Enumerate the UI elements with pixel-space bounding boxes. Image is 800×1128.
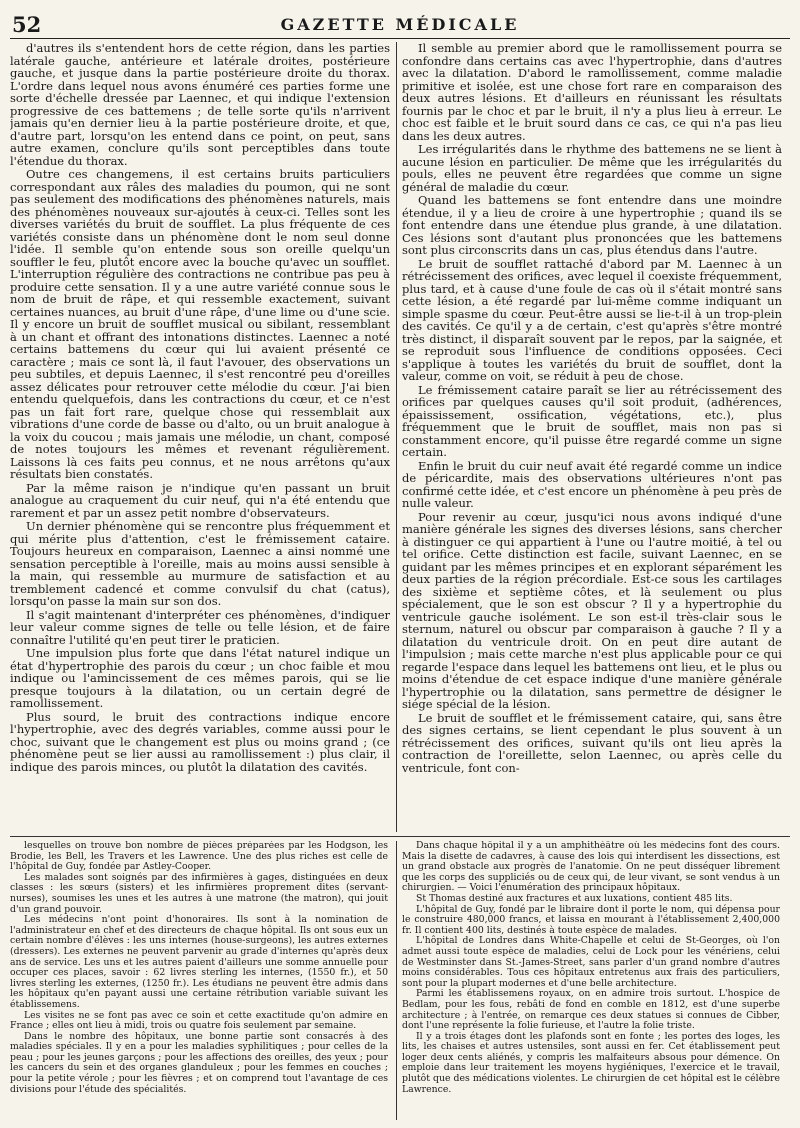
paragraph: Le bruit de soufflet rattaché d'abord par M. Laennec à un rétrécissement des orifices, avec lequel il coexiste fréquemment, plus tard, et à cause d'une foule de cas où il s'était montré sans cette lésion, a été regardé par lui-même comme indiquant un simple spasme du cœur. Peut-être aussi se lie-t-il à un trop-plein des cavités. Ce qu'il y a de certain, c'est qu'après s'être montré très distinct, il disparaît souvent par le repos, par la saignée, et se reproduit sous l'influence de conditions opposées. Ceci s'applique à toutes les variétés du bruit de soufflet, dont la valeur, comme on voit, se réduit à peu de chose. [402, 256, 782, 383]
page-number: 52 [12, 12, 42, 37]
main-text [10, 42, 790, 832]
paragraph: Outre ces changemens, il est certains bruits particuliers correspondant aux râles des maladies du poumon, qui ne sont pas seulement des modifications des phénomènes naturels, mais des phénomènes nouveaux sur-ajoutés à ceux-ci. Telles sont les diverses variétés du bruit de soufflet. La plus fréquente de ces variétés consiste dans un phénomène dont le nom seul donne l'idée. Il semble qu'on entende sous son oreille quelqu'un souffler le feu, plutôt encore avec la bouche qu'avec un soufflet. L'interruption régulière des contractions ne contribue pas peu à produire cette sensation. Il y a une autre variété connue sous le nom de bruit de râpe, et qui ressemble exactement, suivant certaines nuances, au bruit d'une râpe, d'une lime ou d'une scie. Il y encore un bruit de soufflet musical ou sibilant, ressemblant à un chant et offrant des intonations distinctes. Laennec a noté certains battemens du cœur qui lui avaient présenté ce caractère ; mais ce sont là, il faut l'avouer, des observations un peu subtiles, et depuis Laennec, il s'est rencontré peu d'oreilles assez délicates pour retrouver cette mélodie du cœur. J'ai bien entendu quelquefois, dans les contractions du cœur, et ce n'est pas un fait fort rare, quelque chose qui ressemblait aux vibrations d'une corde de basse ou d'alto, ou un bruit analogue à la voix du coucou ; mais jamais une mélodie, un chant, composé de notes toujours les mêmes et revenant régulièrement. Laissons là ces faits peu connus, et ne nous arrêtons qu'aux résultats bien constatés. [10, 167, 390, 481]
page-header [10, 8, 790, 39]
footnotes-divider [396, 841, 397, 1120]
page-title: GAZETTE MÉDICALE [280, 15, 520, 34]
footnote-paragraph: Dans chaque hôpital il y a un amphithéâtre où les médecins font des cours. Mais la disette de cadavres, à cause des lois qui interdisent les dissections, est un grand obstacle aux progrès de l'anatomie. On ne peut disséquer librement que les corps des suppliciés ou de ceux qui, de leur vivant, se sont vendus à un chirurgien. — Voici l'énumération des principaux hôpitaux. [402, 841, 780, 894]
paragraph: Un dernier phénomène qui se rencontre plus fréquemment et qui mérite plus d'attention, c'est le frémissement cataire. Toujours heureux en comparaison, Laennec a ainsi nommé une sensation perceptible à l'oreille, mais au moins aussi sensible à la main, qui ressemble au murmure de satisfaction et au tremblement cadencé et comme convulsif du chat (catus), lorsqu'on passe la main sur son dos. [10, 519, 390, 608]
paragraph: Une impulsion plus forte que dans l'état naturel indique un état d'hypertrophie des parois du cœur ; un choc faible et mou indique ou l'amincissement de ces mêmes parois, qui se lie presque toujours à la dilatation, ou un certain degré de ramollissement. [10, 646, 390, 710]
footnote-paragraph: lesquelles on trouve bon nombre de pièces préparées par les Hodgson, les Brodie, les Bell, les Travers et les Lawrence. Une des plus riches est celle de l'hôpital de Guy, fondée par Astley-Cooper. [10, 841, 388, 873]
footnote-paragraph: L'hôpital de Londres dans White-Chapelle et celui de St-Georges, où l'on admet aussi toute espèce de maladies, celui de Lock pour les vénériens, celui de Westminster dans St.-James-Street, sans parler d'un grand nombre d'autres moins considérables. Tous ces hôpitaux entretenus aux frais des particuliers, sont pour la plupart modernes et d'une belle architecture. [402, 935, 780, 989]
paragraph: Quand les battemens se font entendre dans une moindre étendue, il y a lieu de croire à une hypertrophie ; quand ils se font entendre dans une étendue plus grande, à une dilatation. Ces lésions sont d'autant plus prononcées que les battemens sont plus circonscrits dans un cas, plus étendus dans l'autre. [402, 193, 782, 257]
paragraph: Il semble au premier abord que le ramollissement pourra se confondre dans certains cas avec l'hypertrophie, dans d'autres avec la dilatation. D'abord le ramollissement, comme maladie primitive et isolée, est une chose fort rare en comparaison des deux autres lésions. Et d'ailleurs en réunissant les résultats fournis par le choc et par le bruit, il n'y a plus lieu à erreur. Le choc est faible et le bruit sourd dans ce cas, ce qui n'a pas lieu dans les deux autres. [402, 42, 782, 143]
footnote-paragraph: Les visites ne se font pas avec ce soin et cette exactitude qu'on admire en France ; elles ont lieu à midi, trois ou quatre fois seulement par semaine. [10, 1009, 388, 1032]
footnote-paragraph: Parmi les établissemens royaux, on en admire trois surtout. L'hospice de Bedlam, pour les fous, rebâti de fond en comble en 1812, est d'une superbe architecture ; à l'entrée, on remarque ces deux statues si connues de Cibber, dont l'une représente la folie furieuse, et l'autre la folie triste. [402, 988, 780, 1032]
paragraph: Enfin le bruit du cuir neuf avait été regardé comme un indice de péricardite, mais des observations ultérieures n'ont pas confirmé cette idée, et c'est encore un phénomène à peu près de nulle valeur. [402, 458, 782, 510]
paragraph: Il s'agit maintenant d'interpréter ces phénomènes, d'indiquer leur valeur comme signes de telle ou telle lésion, et de faire connaître l'utilité qu'en peut tirer le praticien. [10, 607, 390, 647]
paragraph: Le frémissement cataire paraît se lier au rétrécissement des orifices par quelques causes qu'il soit produit, (adhérences, épaississement, ossification, végétations, etc.), plus fréquemment que le bruit de soufflet, mais non pas si constamment encore, qu'il puisse être regardé comme un signe certain. [402, 382, 782, 459]
footnote-paragraph: St Thomas destiné aux fractures et aux luxations, contient 485 lits. [416, 892, 733, 904]
paragraph: Pour revenir au cœur, jusqu'ici nous avons indiqué d'une manière générale les signes des diverses lésions, sans chercher à distinguer ce qui appartient à l'une ou l'autre moitié, à tel ou tel orifice. Cette distinction est facile, suivant Laennec, en se guidant par les mêmes principes et en explorant séparément les deux parties de la région précordiale. Est-ce sous les cartilages des sixième et septième côtes, et là seulement ou plus spécialement, que le son est obscur ? Il y a hypertrophie du ventricule gauche isolément. Le son est-il très-clair sous le sternum, naturel ou obscur par comparaison à gauche ? Il y a dilatation du ventricule droit. On en peut dire autant de l'impulsion ; mais cette marche n'est plus applicable pour ce qui regarde l'espace dans lequel les battemens ont lieu, et le plus ou moins d'étendue de cet espace indique d'une manière générale l'hypertrophie ou la dilatation, sans permettre de désigner le siége spécial de la lésion. [402, 509, 782, 711]
footnote-paragraph: Dans le nombre des hôpitaux, une bonne partie sont consacrés à des maladies spéciales. Il y en a pour les maladies syphilitiques ; pour celles de la peau ; pour les jeunes garçons ; pour les affections des oreilles, des yeux ; pour les cancers du sein et des organes glanduleux ; pour les femmes en couches ; pour la petite vérole ; pour les fièvres ; et on comprend tout l'avantage de ces divisions pour l'étude des spécialités. [10, 1030, 388, 1095]
paragraph: Le bruit de soufflet et le frémissement cataire, qui, sans être des signes certains, se lient cependant le plus souvent à un rétrécissement des orifices, suivant qu'ils ont lieu après la contraction de l'oreillette, selon Laennec, ou après celle du ventricule, font con- [402, 710, 782, 775]
paragraph: Plus sourd, le bruit des contractions indique encore l'hypertrophie, avec des degrés variables, comme aussi pour le choc, suivant que le changement est plus ou moins grand ; (ce phénomène peut se lier aussi au ramollissement :) plus clair, il indique des parois minces, ou plutôt la dilatation des cavités. [10, 709, 390, 774]
footnotes-left-column [10, 841, 388, 1120]
paragraph: Les irrégularités dans le rhythme des battemens ne se lient à aucune lésion en particulier. De même que les irrégularités du pouls, elles ne peuvent être regardées que comme un signe général de maladie du cœur. [402, 142, 782, 194]
footnotes-right-column [402, 841, 780, 1120]
paragraph: Par la même raison je n'indique qu'en passant un bruit analogue au craquement du cuir neuf, qui n'a été entendu que rarement et par un assez petit nombre d'observateurs. [10, 480, 390, 520]
newspaper-page [10, 8, 790, 1120]
notes-separator [10, 836, 790, 837]
left-column [10, 42, 390, 832]
footnotes [10, 841, 790, 1120]
footnote-paragraph: Les médecins n'ont point d'honoraires. Ils sont à la nomination de l'administrateur en chef et des directeurs de chaque hôpital. Ils ont sous eux un certain nombre d'élèves : les uns internes (house-surgeons), les autres externes (dressers). Les externes ne peuvent parvenir au grade d'internes qu'après deux ans de service. Les uns et les autres paient d'ailleurs une somme annuelle pour occuper ces places, savoir : 62 livres sterling les internes, (1550 fr.), et 50 livres sterling les externes, (1250 fr.). Les étudians ne peuvent être admis dans les hôpitaux qu'en payant aussi une certaine rétribution variable suivant les établissemens. [10, 914, 388, 1010]
right-column [402, 42, 782, 832]
footnote-paragraph: Il y a trois étages dont les plafonds sont en fonte ; les portes des loges, les lits, les chaises et autres ustensiles, sont aussi en fer. Cet établissement peut loger deux cents aliénés, y compris les malfaiteurs absous pour démence. On emploie dans leur traitement les moyens hygiéniques, l'exercice et le travail, plutôt que des médications violentes. Le chirurgien de cet hôpital est le célèbre Lawrence. [402, 1030, 780, 1095]
footnote-paragraph: L'hôpital de Guy, fondé par le libraire dont il porte le nom, qui dépensa pour le construire 480,000 francs, et laissa en mourant à l'établissement 2,400,000 fr. Il contient 400 lits, destinés à toute espèce de malades. [402, 903, 780, 936]
footnote-paragraph: Les malades sont soignés par des infirmières à gages, distinguées en deux classes : les sœurs (sisters) et les infirmières proprement dites (servant-nurses), soumises les unes et les autres à une matrone (the matron), qui jouit d'un grand pouvoir. [10, 871, 388, 915]
paragraph: d'autres ils s'entendent hors de cette région, dans les parties latérale gauche, antérieure et latérale droites, postérieure gauche, et jusque dans la partie postérieure droite du thorax. L'ordre dans lequel nous avons énuméré ces parties forme une sorte d'échelle dressée par Laennec, et qui indique l'extension progressive de ces battemens ; de telle sorte qu'ils n'arrivent jamais qu'en dernier lieu à la partie postérieure droite, et que, d'autre part, lorsqu'on les entend dans ce point, on peut, sans autre examen, conclure qu'ils sont perceptibles dans toute l'étendue du thorax. [10, 42, 390, 168]
column-divider [396, 42, 397, 832]
